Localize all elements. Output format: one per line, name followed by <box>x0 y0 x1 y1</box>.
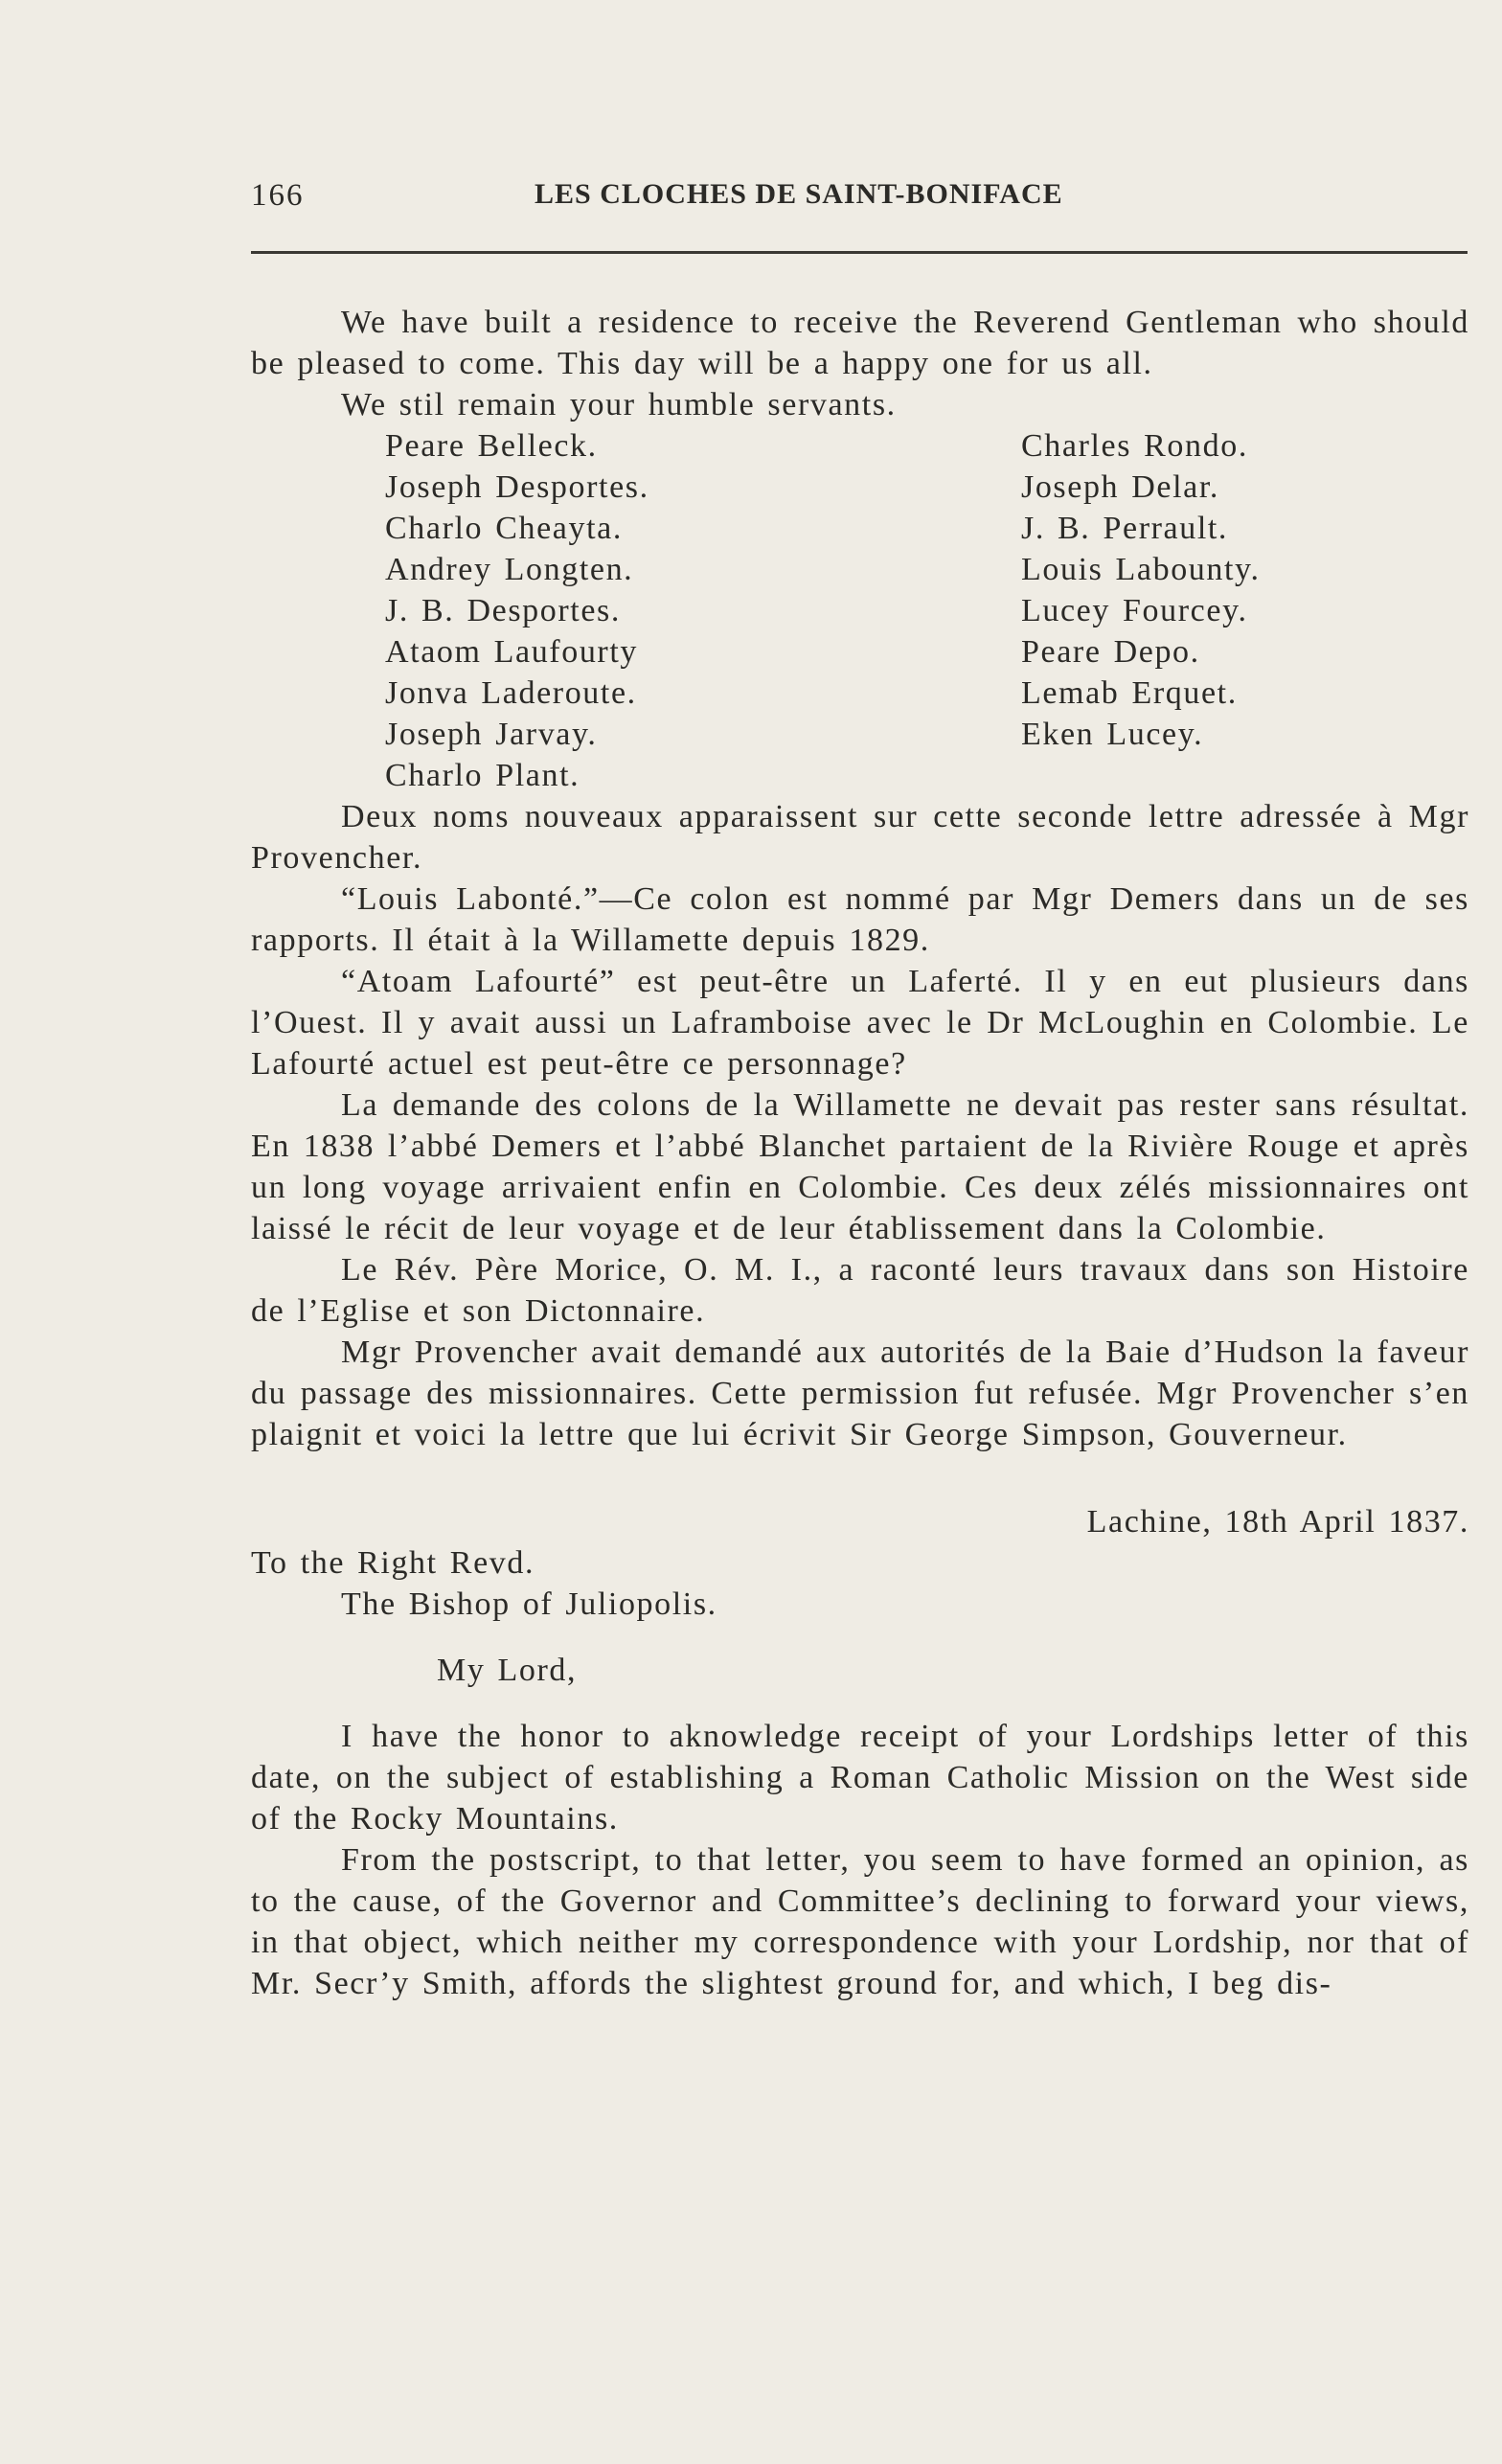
commentary-paragraph: Le Rév. Père Morice, O. M. I., a raconté leurs travaux dans son Histoire de l’Eglise et son Dictonnaire. <box>251 1252 1469 1329</box>
signature-name: J. B. Perrault. <box>1021 511 1229 546</box>
signature-name: Andrey Longten. <box>385 552 634 587</box>
commentary-paragraph: “Atoam Lafourté” est peut-être un Laferté. Il y en eut plusieurs dans l’Ouest. Il y avait aussi un Laframboise avec le Dr McLoughin en Colombie. Le Lafourté actuel est peut-être ce personnage? <box>251 964 1469 1082</box>
signature-name: Lemab Erquet. <box>1021 675 1238 711</box>
signature-name: Peare Depo. <box>1021 634 1200 670</box>
signature-name: J. B. Desportes. <box>385 593 621 628</box>
letter-salutation: My Lord, <box>437 1653 578 1688</box>
letter-addressee: To the Right Revd. <box>251 1545 535 1581</box>
letter-paragraph: We have built a residence to receive the Reverend Gentleman who should be pleased to come. This day will be a happy one for us all. <box>251 305 1469 381</box>
page-body <box>251 302 1469 2004</box>
signature-name: Eken Lucey. <box>1021 717 1204 752</box>
letter-dateline: Lachine, 18th April 1837. <box>1086 1504 1469 1540</box>
letter-paragraph: I have the honor to aknowledge receipt of your Lordships letter of this date, on the subject of establishing a Roman Catholic Mission on the West side of the Rocky Mountains. <box>251 1719 1469 1837</box>
signature-column-left <box>385 425 649 796</box>
letter-paragraph: From the postscript, to that letter, you seem to have formed an opinion, as to the cause, of the Governor and Committee’s declining to forward your views, in that object, which neither my correspondence with your Lordship, nor that of Mr. Secr’y Smith, affords the slightest ground for, and which, I beg dis- <box>251 1842 1469 2001</box>
signature-name: Peare Belleck. <box>385 428 598 464</box>
page-number: 166 <box>251 178 305 213</box>
signature-name: Louis Labounty. <box>1021 552 1261 587</box>
signature-name: Charlo Plant. <box>385 758 580 793</box>
signature-name: Joseph Desportes. <box>385 469 649 505</box>
signature-name: Jonva Laderoute. <box>385 675 637 711</box>
commentary-paragraph: La demande des colons de la Willamette ne devait pas rester sans résultat. En 1838 l’abbé Demers et l’abbé Blanchet partaient de la Rivière Rouge et après un long voyage arrivaient enfin en Colombie. Ces deux zélés missionnaires ont laissé le récit de leur voyage et de leur établissement dans la Colombie. <box>251 1087 1469 1246</box>
page-header <box>251 178 1468 217</box>
letter-addressee-title: The Bishop of Juliopolis. <box>341 1586 717 1622</box>
signature-column-right <box>1021 425 1261 755</box>
signature-name: Charles Rondo. <box>1021 428 1248 464</box>
running-title: LES CLOCHES DE SAINT-BONIFACE <box>535 178 1063 210</box>
signature-name: Charlo Cheayta. <box>385 511 623 546</box>
commentary-paragraph: Mgr Provencher avait demandé aux autorités de la Baie d’Hudson la faveur du passage des missionnaires. Cette permission fut refusée. Mgr Provencher s’en plaignit et voici la lettre que lui écrivit Sir George Simpson, Gouverneur. <box>251 1335 1469 1452</box>
signature-block <box>251 425 1469 796</box>
signature-name: Joseph Jarvay. <box>385 717 598 752</box>
signature-name: Lucey Fourcey. <box>1021 593 1248 628</box>
commentary-paragraph: “Louis Labonté.”—Ce colon est nommé par Mgr Demers dans un de ses rapports. Il était à la Willamette depuis 1829. <box>251 881 1469 958</box>
letter-closing: We stil remain your humble servants. <box>341 387 897 422</box>
header-rule <box>251 251 1468 254</box>
signature-name: Ataom Laufourty <box>385 634 638 670</box>
signature-name: Joseph Delar. <box>1021 469 1219 505</box>
commentary-paragraph: Deux noms nouveaux apparaissent sur cette seconde lettre adressée à Mgr Provencher. <box>251 799 1469 876</box>
